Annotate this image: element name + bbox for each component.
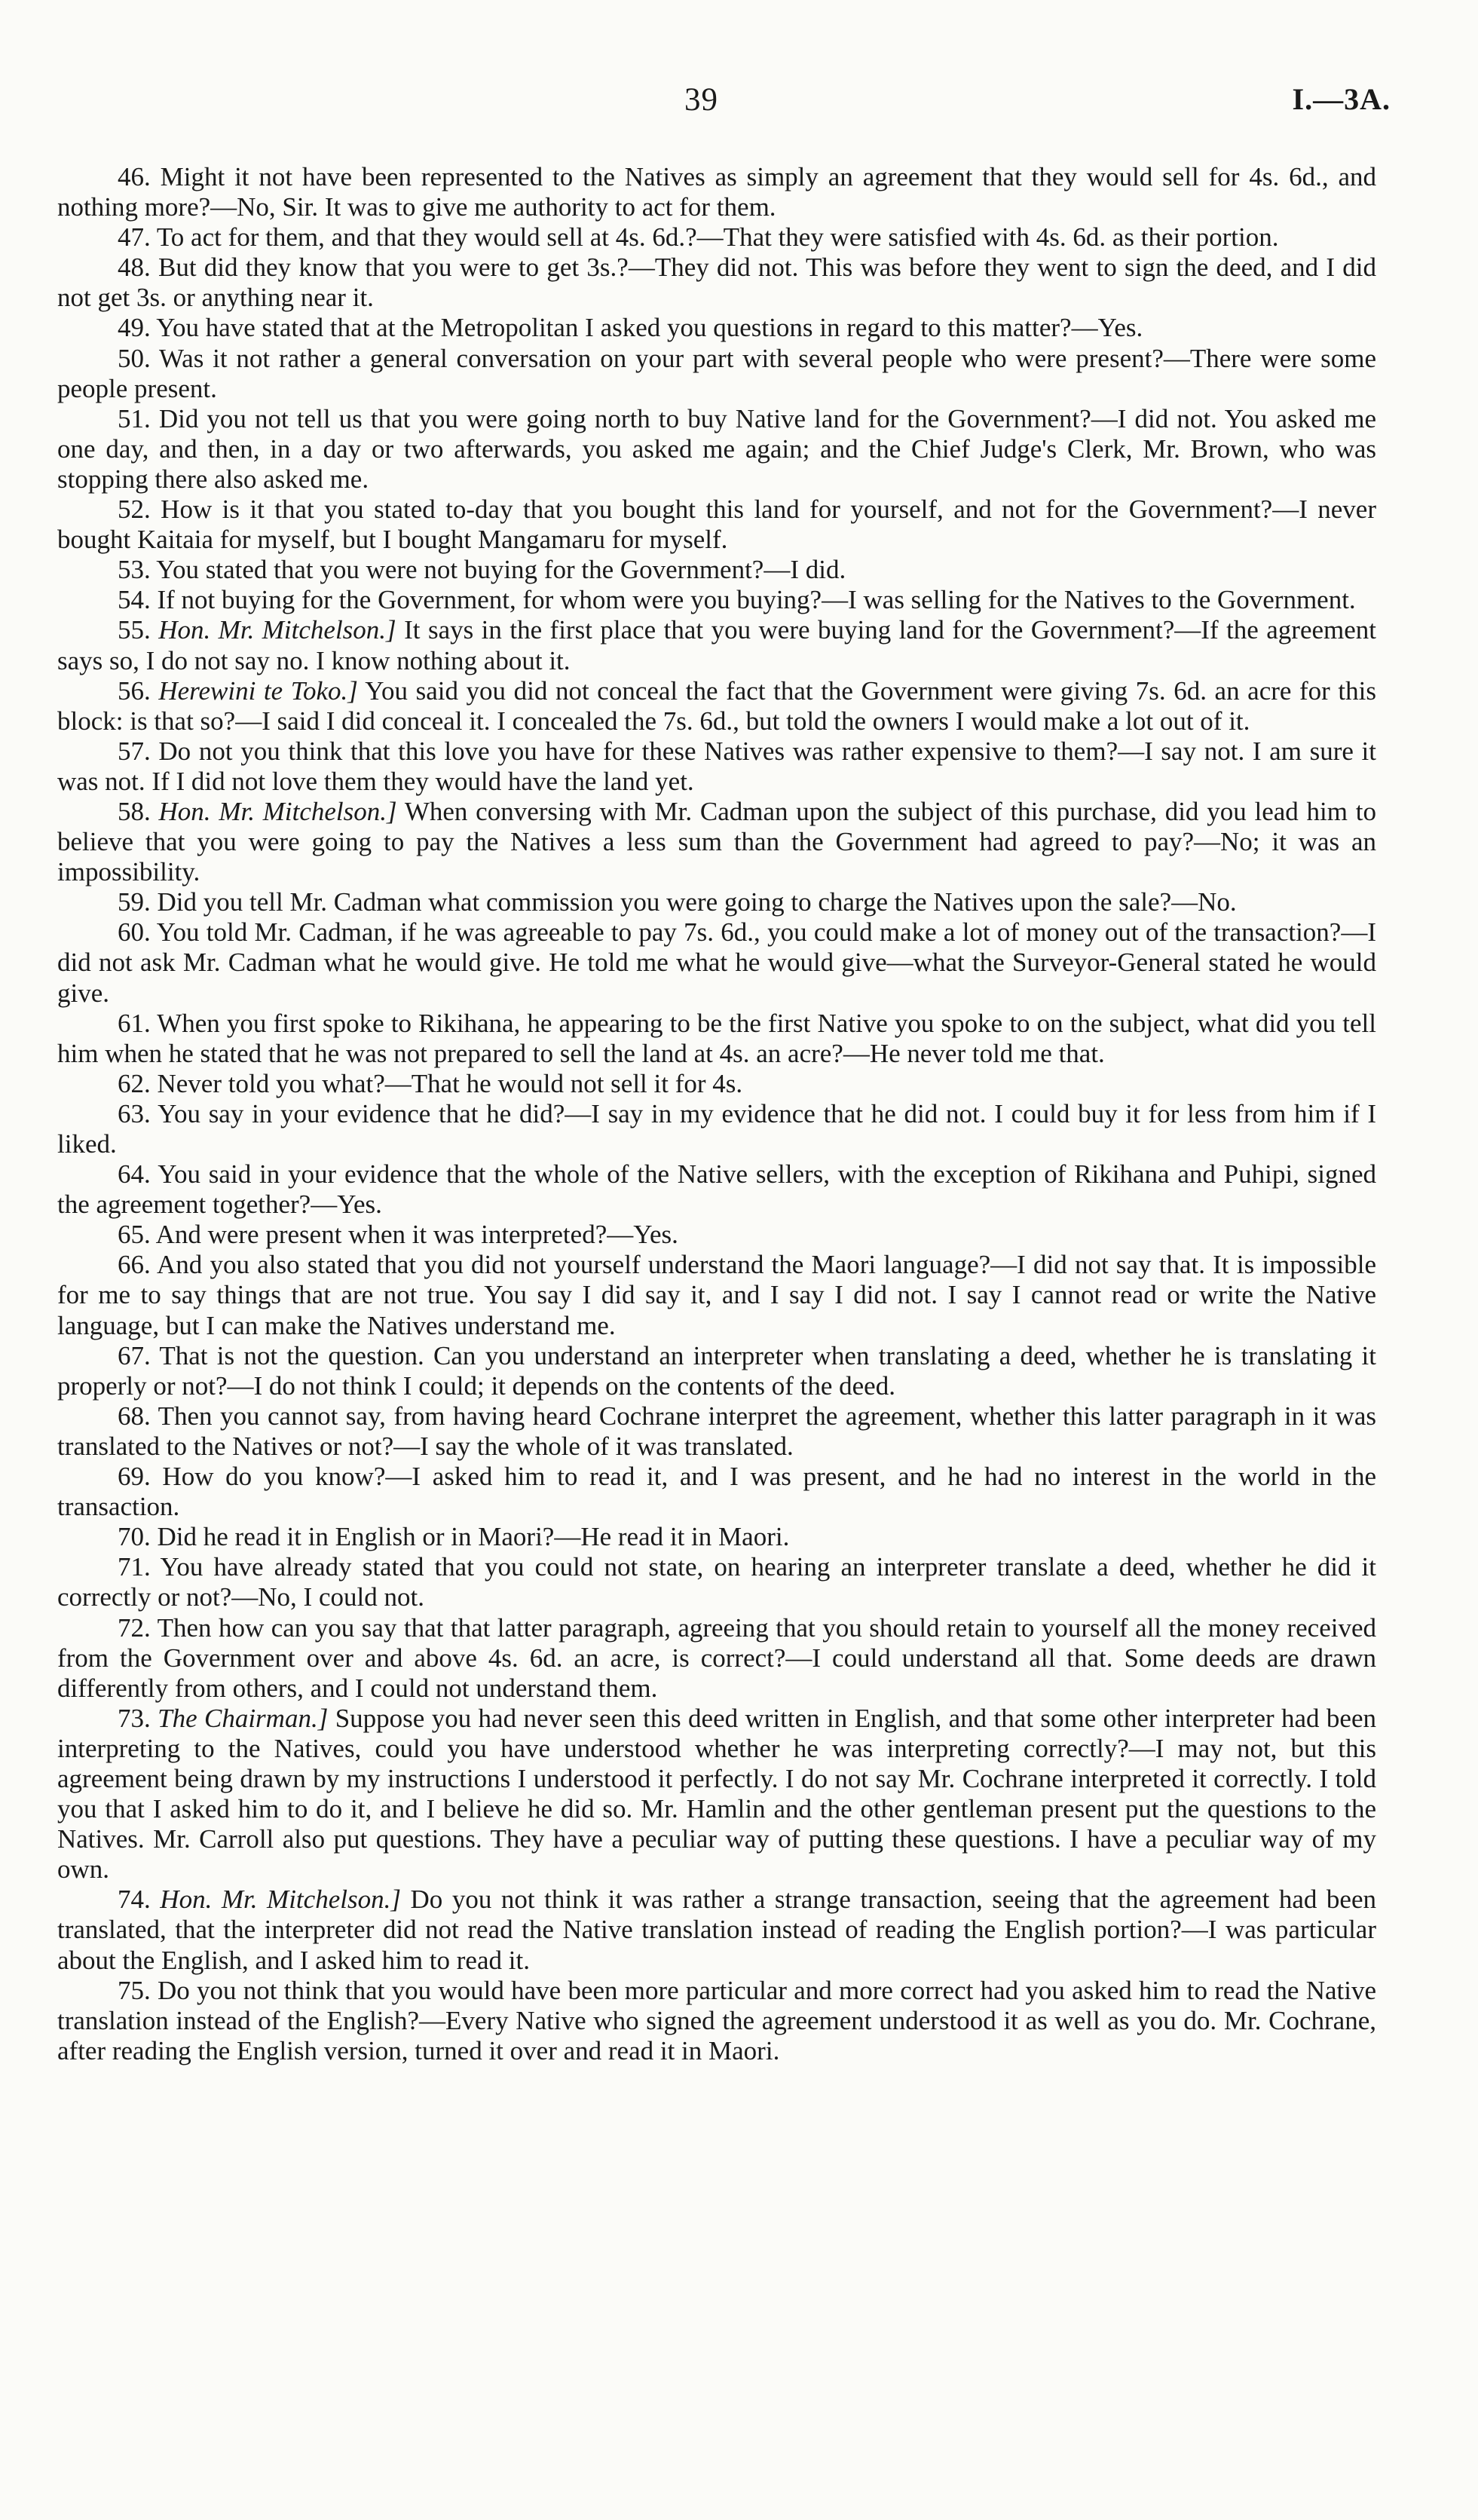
- question-paragraph: [57, 797, 1376, 887]
- paragraph-text: 67. That is not the question. Can you understand an interpreter when translating a deed, whether he is translating it properly or not?—I do not think I could; it depends on the contents of the deed.: [57, 1340, 1376, 1401]
- question-paragraph: [57, 495, 1376, 555]
- page-number: 39: [684, 82, 718, 118]
- question-paragraph: [57, 1159, 1376, 1220]
- question-paragraph: [57, 222, 1376, 253]
- paragraph-text: 54. If not buying for the Government, for whom were you buying?—I was selling for the Natives to the Government.: [118, 585, 1356, 615]
- page-header: [0, 81, 1478, 127]
- question-paragraph: [57, 1099, 1376, 1159]
- paragraph-text: 59. Did you tell Mr. Cadman what commission you were going to charge the Natives upon the sale?—No.: [118, 887, 1237, 917]
- paragraph-text: 51. Did you not tell us that you were going north to buy Native land for the Government?—I did not. You asked me one day, and then, in a day or two afterwards, you asked me again; and the Chief Judge's Clerk, Mr. Brown, who was stopping there also asked me.: [57, 403, 1376, 494]
- paragraph-text: 52. How is it that you stated to-day that you bought this land for yourself, and not for the Government?—I never bought Kaitaia for myself, but I bought Mangamaru for myself.: [57, 495, 1376, 555]
- question-paragraph: [57, 1341, 1376, 1401]
- question-paragraph: [57, 1069, 1376, 1099]
- paragraph-text: 46. Might it not have been represented to the Natives as simply an agreement that they would sell for 4s. 6d., and nothing more?—No, Sir. It was to give me authority to act for them.: [57, 162, 1376, 222]
- question-paragraph: [57, 585, 1376, 615]
- paragraph-text: 47. To act for them, and that they would sell at 4s. 6d.?—That they were satisfied with 4s. 6d. as their portion.: [118, 222, 1279, 253]
- paragraph-text: 60. You told Mr. Cadman, if he was agreeable to pay 7s. 6d., you could make a lot of money out of the transaction?—I did not ask Mr. Cadman what he would give. He told me what he would give—what the Surveyor-General stated he would give.: [57, 917, 1376, 1008]
- question-paragraph: [57, 676, 1376, 736]
- question-paragraph: [57, 344, 1376, 404]
- question-paragraph: [57, 615, 1376, 675]
- question-paragraph: [57, 917, 1376, 1008]
- paragraph-text: 65. And were present when it was interpreted?—Yes.: [118, 1220, 678, 1250]
- question-number: 56.: [118, 675, 151, 706]
- question-paragraph: [57, 1522, 1376, 1552]
- paragraph-text: 72. Then how can you say that that latter paragraph, agreeing that you should retain to yourself all the money received from the Government over and above 4s. 6d. an acre, is correct?—I could understand all that. Some deeds are drawn differently from others, and I could not understand them.: [57, 1612, 1376, 1703]
- question-paragraph: [57, 1885, 1376, 1975]
- question-paragraph: [57, 555, 1376, 585]
- paragraph-text: It says in the first place that you were buying land for the Government?—If the agreement says so, I do not say no. I know nothing about it.: [57, 615, 1377, 675]
- paragraph-text: You said you did not conceal the fact that the Government were giving 7s. 6d. an acre for this block: is that so?—I said I did conceal it. I concealed the 7s. 6d., but told the owners I would make a lot out of it.: [57, 675, 1376, 736]
- question-number: 73.: [118, 1703, 151, 1733]
- question-paragraph: [57, 1552, 1376, 1612]
- question-paragraph: [57, 162, 1376, 222]
- question-paragraph: [57, 1220, 1376, 1250]
- question-paragraph: [57, 253, 1376, 313]
- speaker-name: Hon. Mr. Mitchelson.]: [158, 796, 397, 826]
- question-paragraph: [57, 404, 1376, 495]
- page-reference: I.—3A.: [1292, 82, 1391, 116]
- paragraph-text: 50. Was it not rather a general conversation on your part with several people who were present?—There were some people present.: [57, 343, 1376, 403]
- question-paragraph: [57, 1401, 1376, 1462]
- paragraph-text: 63. You say in your evidence that he did?—I say in my evidence that he did not. I could buy it for less from him if I liked.: [57, 1098, 1376, 1159]
- paragraph-text: 62. Never told you what?—That he would not sell it for 4s.: [118, 1068, 743, 1098]
- question-number: 58.: [118, 796, 151, 826]
- question-paragraph: [57, 313, 1376, 343]
- paragraph-text: 49. You have stated that at the Metropolitan I asked you questions in regard to this matter?—Yes.: [118, 313, 1143, 343]
- question-paragraph: [57, 1613, 1376, 1704]
- speaker-name: Herewini te Toko.]: [158, 675, 358, 706]
- paragraph-text: 66. And you also stated that you did not yourself understand the Maori language?—I did not say that. It is impossible for me to say things that are not true. You say I did say it, and I say I did not. I say I cannot read or write the Native language, but I can make the Natives understand me.: [57, 1250, 1376, 1340]
- question-paragraph: [57, 1976, 1376, 2066]
- question-number: 55.: [118, 615, 151, 645]
- paragraph-text: 68. Then you cannot say, from having heard Cochrane interpret the agreement, whether this latter paragraph in it was translated to the Natives or not?—I say the whole of it was translated.: [57, 1401, 1376, 1461]
- paragraph-text: 61. When you first spoke to Rikihana, he appearing to be the first Native you spoke to on the subject, what did you tell him when he stated that he was not prepared to sell the land at 4s. an acre?—He never told me that.: [57, 1008, 1376, 1068]
- question-paragraph: [57, 1704, 1376, 1885]
- question-paragraph: [57, 887, 1376, 917]
- question-paragraph: [57, 1009, 1376, 1069]
- paragraph-text: 75. Do you not think that you would have been more particular and more correct had you asked him to read the Native translation instead of the English?—Every Native who signed the agreement understood it as well as you do. Mr. Cochrane, after reading the English version, turned it over and read it in Maori.: [57, 1975, 1376, 2065]
- paragraph-text: 69. How do you know?—I asked him to read it, and I was present, and he had no interest in the world in the transaction.: [57, 1462, 1376, 1522]
- paragraph-text: 71. You have already stated that you could not state, on hearing an interpreter translate a deed, whether he did it correctly or not?—No, I could not.: [57, 1552, 1376, 1612]
- paragraph-text: 64. You said in your evidence that the whole of the Native sellers, with the exception of Rikihana and Puhipi, signed the agreement together?—Yes.: [57, 1159, 1376, 1220]
- speaker-name: Hon. Mr. Mitchelson.]: [158, 615, 396, 645]
- question-number: 74.: [118, 1885, 151, 1915]
- paragraph-text: 53. You stated that you were not buying for the Government?—I did.: [118, 555, 846, 585]
- evidence-text: [57, 162, 1376, 2066]
- question-paragraph: [57, 1250, 1376, 1340]
- speaker-name: The Chairman.]: [158, 1703, 329, 1733]
- question-paragraph: [57, 1462, 1376, 1522]
- paragraph-text: Do you not think it was rather a strange transaction, seeing that the agreement had been translated, that the interpreter did not read the Native translation instead of reading the English portion?—I was particular about the English, and I asked him to read it.: [57, 1885, 1377, 1975]
- paragraph-text: Suppose you had never seen this deed written in English, and that some other interpreter had been interpreting to the Natives, could you have understood whether he was interpreting correctly?—I may not, but this agreement being drawn by my instructions I understood it perfectly. I do not say Mr. Cochrane interpreted it correctly. I told you that I asked him to do it, and I believe he did so. Mr. Hamlin and the other gentleman present put the questions to the Natives. Mr. Carroll also put questions. They have a peculiar way of putting these questions. I have a peculiar way of my own.: [57, 1703, 1376, 1885]
- paragraph-text: When conversing with Mr. Cadman upon the subject of this purchase, did you lead him to believe that you were going to pay the Natives a less sum than the Government had agreed to pay?—No; it was an impossibility.: [57, 796, 1377, 887]
- paragraph-text: 57. Do not you think that this love you have for these Natives was rather expensive to them?—I say not. I am sure it was not. If I did not love them they would have the land yet.: [57, 736, 1376, 796]
- speaker-name: Hon. Mr. Mitchelson.]: [160, 1885, 401, 1915]
- paragraph-text: 70. Did he read it in English or in Maori?—He read it in Maori.: [118, 1522, 790, 1552]
- question-paragraph: [57, 736, 1376, 797]
- paragraph-text: 48. But did they know that you were to get 3s.?—They did not. This was before they went to sign the deed, and I did not get 3s. or anything near it.: [57, 253, 1376, 313]
